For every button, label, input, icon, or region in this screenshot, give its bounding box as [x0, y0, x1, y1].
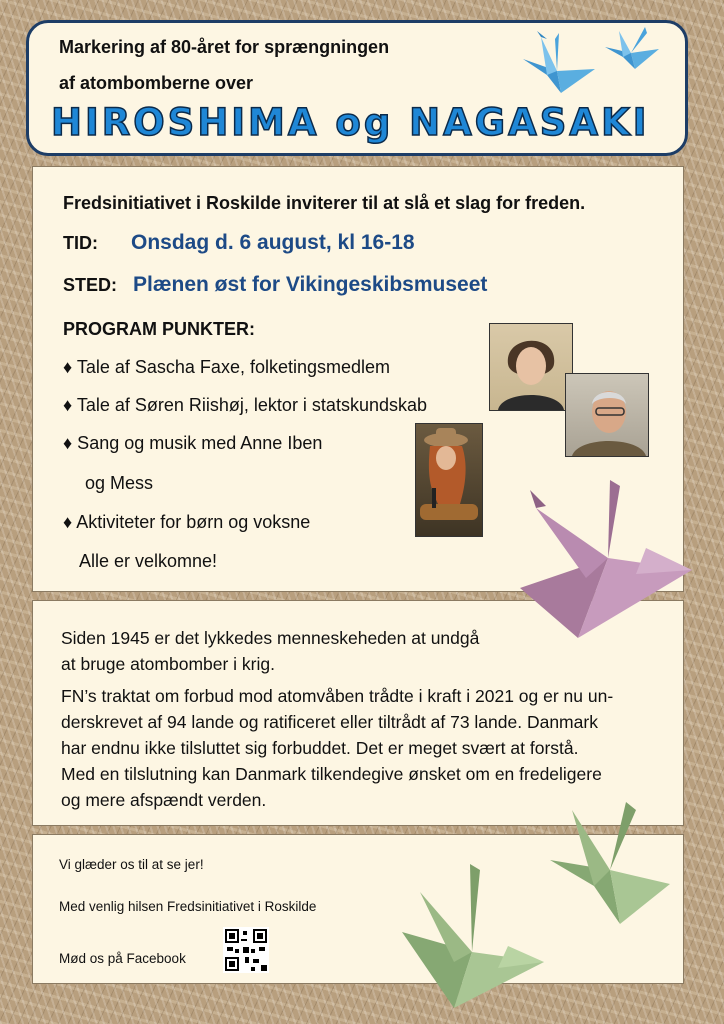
program-heading: PROGRAM PUNKTER: [63, 319, 255, 339]
info-line-4: derskrevet af 94 lande og ratificeret eller tiltrådt af 73 lande. Danmark [61, 712, 598, 732]
program-item-3: ♦ Sang og musik med Anne Iben [63, 433, 323, 453]
speaker-photo-sascha [489, 323, 573, 411]
time-label: TID: [63, 233, 98, 253]
footer-greeting: Vi glæder os til at se jer! [59, 857, 204, 872]
header-line-1: Markering af 80-året for sprængningen [59, 37, 390, 57]
footer-signoff: Med venlig hilsen Fredsinitiativet i Roskilde [59, 899, 317, 914]
header-line-2: af atombomberne over [59, 73, 254, 93]
event-title: HIROSHIMA og NAGASAKI [51, 101, 650, 144]
header-banner [26, 20, 688, 156]
program-item-3-cont: og Mess [85, 473, 154, 493]
green-crane-left-icon [398, 862, 548, 1010]
facebook-text: Mød os på Facebook [59, 951, 186, 966]
performer-photo-anne [415, 423, 483, 537]
place-label: STED: [63, 275, 117, 295]
pink-crane-icon [516, 478, 696, 638]
info-line-2: at bruge atombomber i krig. [61, 654, 275, 674]
info-line-7: og mere afspændt verden. [61, 790, 267, 810]
welcome-text: Alle er velkomne! [79, 551, 218, 571]
place-value: Plænen øst for Vikingeskibsmuseet [133, 273, 488, 296]
time-value: Onsdag d. 6 august, kl 16-18 [131, 231, 415, 254]
invitation-text: Fredsinitiativet i Roskilde inviterer til at slå et slag for freden. [63, 193, 586, 213]
blue-crane-icon [517, 29, 597, 95]
info-line-1: Siden 1945 er det lykkedes menneskeheden at undgå [61, 628, 480, 648]
qr-code-icon[interactable] [223, 927, 269, 973]
program-item-1: ♦ Tale af Sascha Faxe, folketingsmedlem [63, 357, 391, 377]
program-item-4: ♦ Aktiviteter for børn og voksne [63, 512, 311, 532]
speaker-photo-soren [565, 373, 649, 457]
green-crane-right-icon [546, 800, 672, 926]
info-line-6: Med en tilslutning kan Danmark tilkendegive ønsket om en fredeligere [61, 764, 602, 784]
program-item-2: ♦ Tale af Søren Riishøj, lektor i statskundskab [63, 395, 427, 415]
info-line-5: har endnu ikke tilsluttet sig forbuddet. Det er meget svært at forstå. [61, 738, 579, 758]
blue-crane-small-icon [601, 25, 661, 71]
info-line-3: FN’s traktat om forbud mod atomvåben trådte i kraft i 2021 og er nu un- [61, 686, 614, 706]
